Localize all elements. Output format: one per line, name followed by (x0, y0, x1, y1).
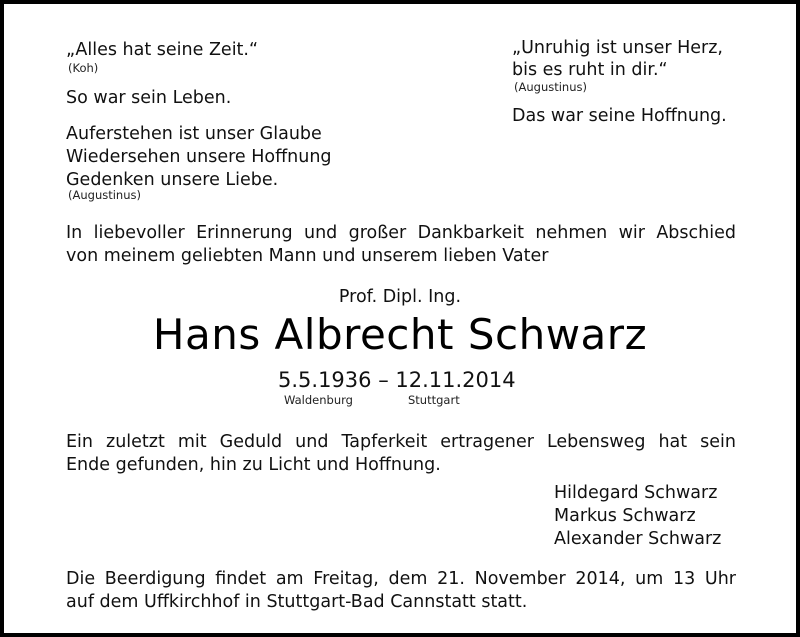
quote-right-line2: bis es ruht in dir.“ (512, 60, 668, 80)
faith-source: (Augustinus) (68, 188, 141, 202)
academic-title: Prof. Dipl. Ing. (338, 287, 462, 307)
quote-left-source: (Koh) (68, 61, 99, 75)
birth-place: Waldenburg (284, 393, 353, 407)
mourner-3: Alexander Schwarz (554, 529, 722, 549)
farewell-line-2: von meinem geliebten Mann und unserem lieben Vater (66, 246, 549, 266)
quote-left-text: „Alles hat seine Zeit.“ (66, 40, 259, 60)
faith-line-3: Gedenken unsere Liebe. (66, 170, 279, 190)
mourner-1: Hildegard Schwarz (554, 483, 718, 503)
funeral-line-1: Die Beerdigung findet am Freitag, dem 21. November 2014, um 13 Uhr (66, 569, 736, 589)
life-statement: So war sein Leben. (66, 88, 232, 108)
death-place: Stuttgart (408, 393, 460, 407)
life-path-line-2: Ende gefunden, hin zu Licht und Hoffnung. (66, 455, 441, 475)
mourner-2: Markus Schwarz (554, 506, 696, 526)
funeral-line-2: auf dem Uffkirchhof in Stuttgart-Bad Cannstatt statt. (66, 592, 528, 612)
quote-right-line1: „Unruhig ist unser Herz, (512, 38, 723, 58)
deceased-name: Hans Albrecht Schwarz (152, 310, 648, 359)
faith-line-1: Auferstehen ist unser Glaube (66, 124, 322, 144)
life-dates: 5.5.1936 – 12.11.2014 (278, 368, 516, 392)
hope-statement: Das war seine Hoffnung. (512, 106, 727, 126)
farewell-line-1: In liebevoller Erinnerung und großer Dankbarkeit nehmen wir Abschied (66, 223, 736, 243)
life-path-line-1: Ein zuletzt mit Geduld und Tapferkeit ertragener Lebensweg hat sein (66, 432, 736, 452)
faith-line-2: Wiedersehen unsere Hoffnung (66, 147, 332, 167)
quote-right-source: (Augustinus) (514, 80, 587, 94)
